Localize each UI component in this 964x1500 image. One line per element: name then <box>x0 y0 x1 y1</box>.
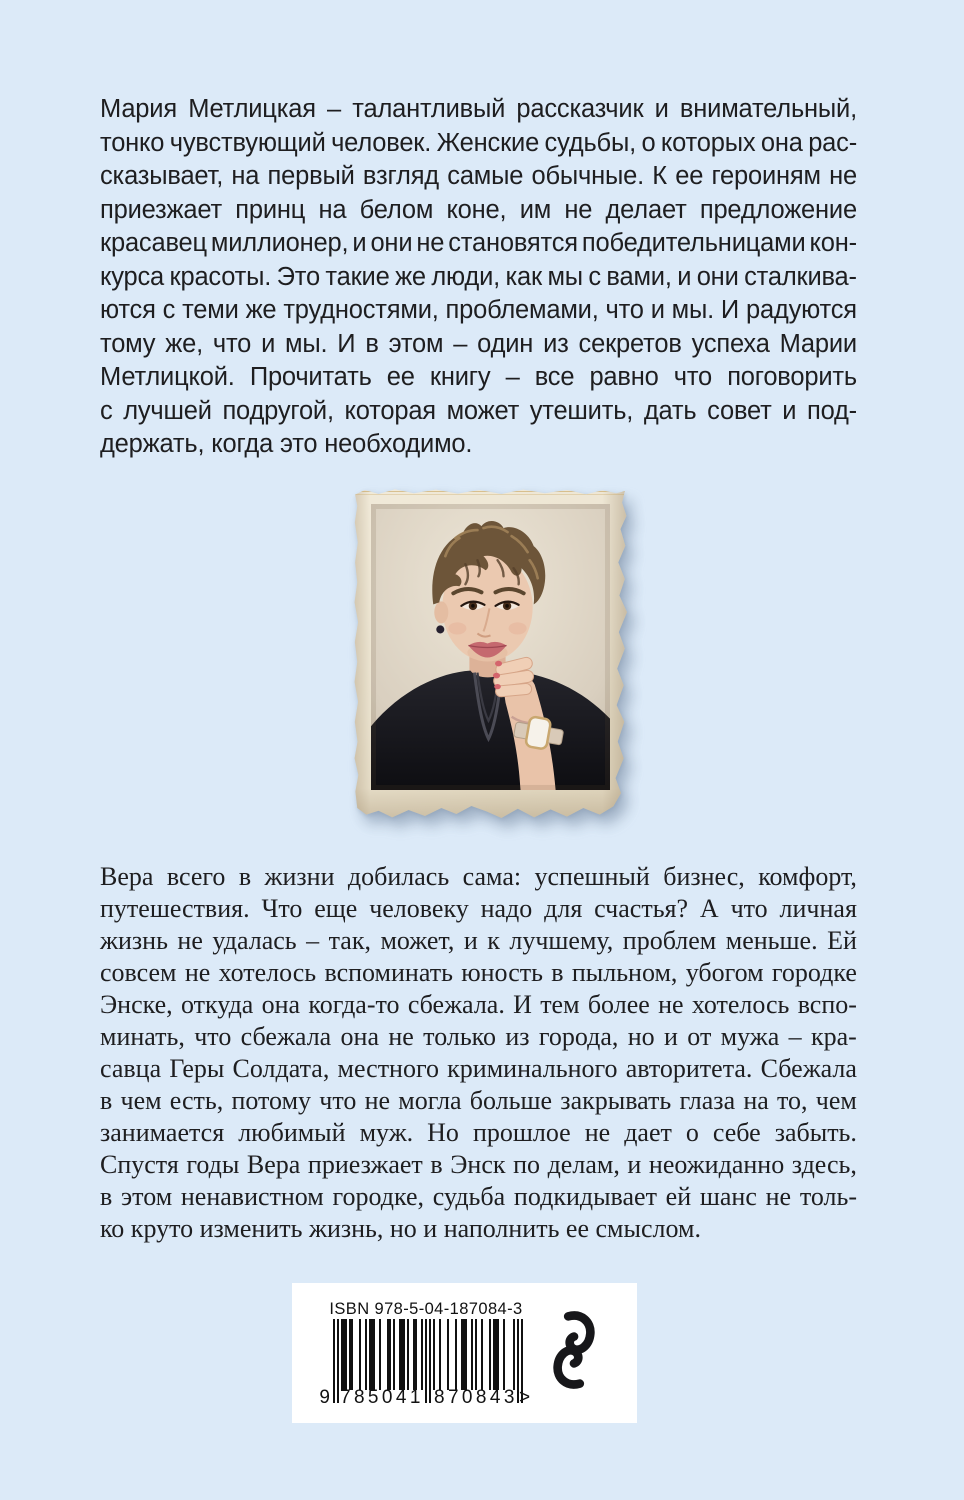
author-portrait <box>371 504 610 790</box>
author-annotation <box>100 93 857 462</box>
text-line: путешествия. Что еще человеку надо для счастья? А что личная <box>100 894 857 923</box>
text-line: ко круто изменить жизнь, но и наполнить ее смыслом. <box>100 1214 701 1243</box>
text-line: Энске, откуда она когда-то сбежала. И тем более не хотелось вспо- <box>100 990 857 1019</box>
text-line: в этом ненавистном городке, судьба подкидывает ей шанс не толь- <box>100 1182 857 1211</box>
text-line: в чем есть, потому что не могла больше закрывать глаза на то, чем <box>100 1086 857 1115</box>
book-synopsis <box>100 861 857 1245</box>
text-line: курса красоты. Это такие же люди, как мы с вами, и они сталкива- <box>100 262 857 291</box>
text-line: совсем не хотелось вспоминать юность в пыльном, убогом городке <box>100 958 857 987</box>
text-line: занимается любимый муж. Но прошлое не дает о себе забыть. <box>100 1118 857 1147</box>
author-portrait-illustration <box>371 504 610 790</box>
isbn-barcode-block <box>292 1283 637 1423</box>
text-line: Мария Метлицкая – талантливый рассказчик и внимательный, <box>100 95 857 123</box>
text-line: минать, что сбежала она не только из города, но и от мужа – кра- <box>100 1022 857 1051</box>
text-line: тонко чувствующий человек. Женские судьбы, о которых она рас- <box>100 128 857 157</box>
author-photo <box>354 486 627 818</box>
text-line: Метлицкой. Прочитать ее книгу – все равно что поговорить <box>100 363 857 391</box>
isbn-number: ISBN 978-5-04-187084-3 <box>329 1300 523 1318</box>
text-line: Спустя годы Вера приезжает в Энск по делам, и неожиданно здесь, <box>100 1150 857 1179</box>
text-line: Вера всего в жизни добилась сама: успешный бизнес, комфорт, <box>100 862 857 891</box>
barcode-left-digits: 785041 <box>340 1387 424 1408</box>
barcode-first-digit: 9 <box>319 1387 330 1408</box>
eksmo-publisher-logo <box>550 1309 598 1391</box>
text-line: сказывает, на первый взгляд самые обычные. К ее героиням не <box>100 162 857 190</box>
barcode-quiet-zone-arrow: > <box>519 1387 531 1408</box>
text-line: красавец миллионер, и они не становятся победительницами кон- <box>100 229 857 257</box>
torn-paper <box>354 486 627 818</box>
text-line: савца Геры Солдата, местного криминального авторитета. Сбежала <box>100 1054 857 1083</box>
barcode-right-digits: 870843 <box>434 1387 518 1408</box>
text-line: приезжает принц на белом коне, им не делает предложение <box>100 195 857 224</box>
text-line: ются с теми же трудностями, проблемами, что и мы. И радуются <box>100 296 857 324</box>
text-line: тому же, что и мы. И в этом – один из секретов успеха Марии <box>100 329 857 358</box>
text-line: держать, когда это необходимо. <box>100 430 473 458</box>
text-line: жизнь не удалась – так, может, и к лучшему, проблем меньше. Ей <box>100 926 857 955</box>
text-line: с лучшей подругой, которая может утешить, дать совет и под- <box>100 396 857 425</box>
